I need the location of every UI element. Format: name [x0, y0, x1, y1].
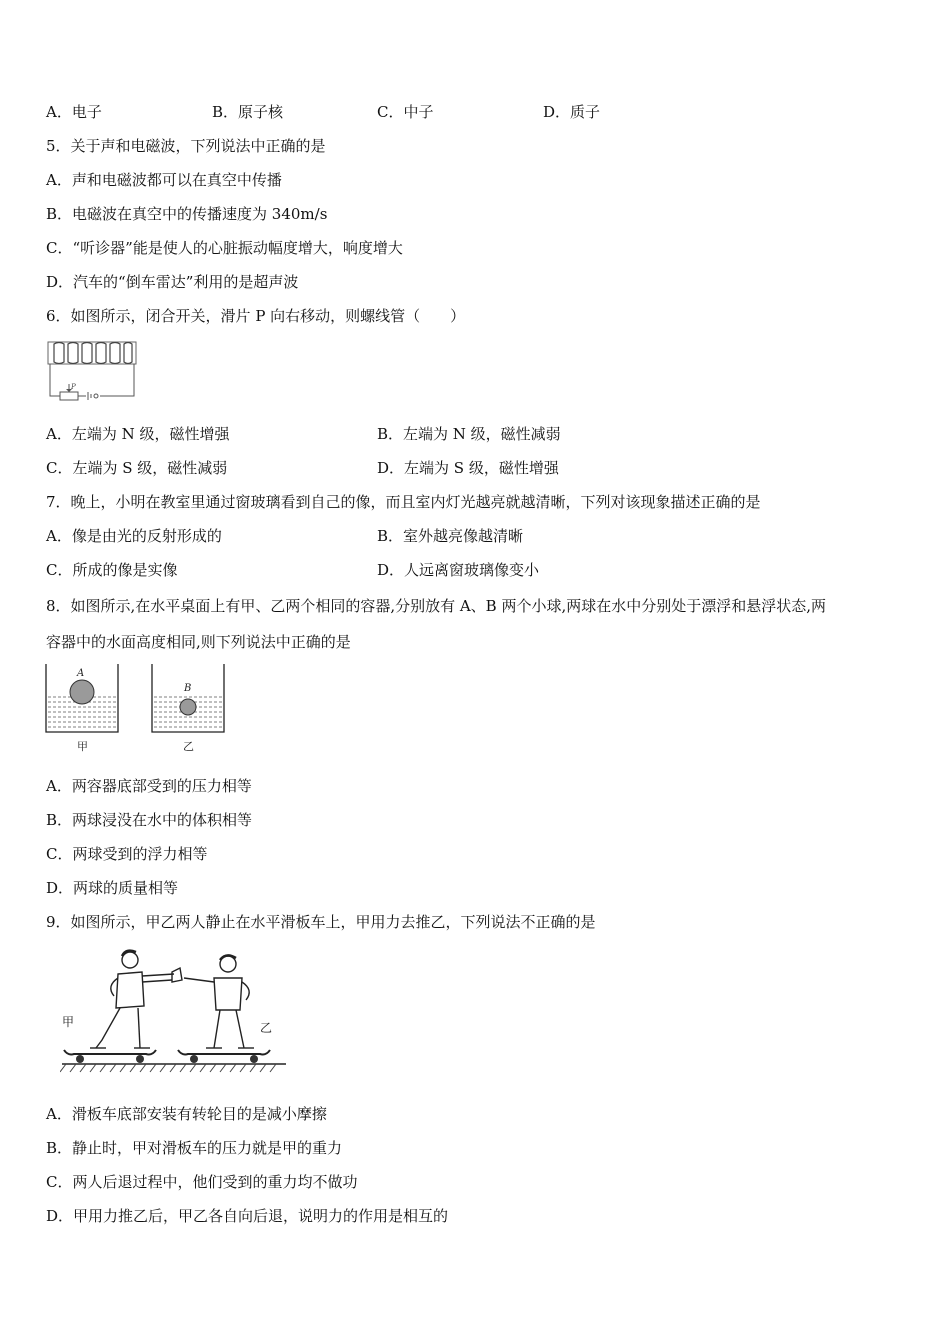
q7-stem: 7．晚上，小明在教室里通过窗玻璃看到自己的像，而且室内灯光越亮就越清晰，下列对该现象描述正确的是 — [46, 493, 761, 511]
skateboard-right — [178, 1050, 270, 1063]
q9-option-c: C．两人后退过程中，他们受到的重力均不做功 — [46, 1173, 358, 1191]
q6-option-c: C．左端为 S 级，磁性减弱 — [46, 459, 228, 477]
ball-a-label: A — [77, 668, 85, 679]
skateboard-left — [64, 1050, 156, 1063]
q9-stem: 9．如图所示，甲乙两人静止在水平滑板车上，甲用力去推乙，下列说法不正确的是 — [46, 913, 596, 931]
q8-stem-line1: 8．如图所示,在水平桌面上有甲、乙两个相同的容器,分别放有 A、B 两个小球,两球在水中分别处于漂浮和悬浮状态,两 — [46, 597, 827, 615]
ball-a — [70, 680, 94, 704]
solenoid-circuit-figure — [44, 340, 140, 410]
q4-option-d: D．质子 — [543, 103, 601, 121]
q8-option-c: C．两球受到的浮力相等 — [46, 845, 208, 863]
q8-option-b: B．两球浸没在水中的体积相等 — [46, 811, 253, 829]
q5-option-b: B．电磁波在真空中的传播速度为 340m/s — [46, 205, 328, 223]
container-right — [152, 664, 224, 732]
q5-option-a: A．声和电磁波都可以在真空中传播 — [46, 171, 282, 189]
container-left — [46, 664, 118, 732]
slider-p-label: P — [71, 383, 76, 391]
container-left-label: 甲 — [77, 740, 88, 753]
q4-option-a: A．电子 — [46, 103, 102, 121]
q8-option-d: D．两球的质量相等 — [46, 879, 179, 897]
q9-option-a: A．滑板车底部安装有转轮目的是减小摩擦 — [46, 1105, 327, 1123]
ball-b-label: B — [184, 683, 192, 694]
q6-stem: 6．如图所示，闭合开关，滑片 P 向右移动，则螺线管（ ） — [46, 307, 466, 325]
q8-stem-line2: 容器中的水面高度相同,则下列说法中正确的是 — [46, 633, 351, 651]
ball-b — [180, 699, 196, 715]
container-right-label: 乙 — [183, 740, 194, 753]
person-right-label: 乙 — [260, 1021, 273, 1035]
q5-option-d: D．汽车的“倒车雷达”利用的是超声波 — [46, 273, 299, 291]
q6-option-d: D．左端为 S 级，磁性增强 — [377, 459, 559, 477]
q4-option-c: C．中子 — [377, 103, 434, 121]
person-yi — [184, 955, 254, 1048]
q9-option-b: B．静止时，甲对滑板车的压力就是甲的重力 — [46, 1139, 343, 1157]
person-jia — [90, 951, 174, 1048]
person-left-label: 甲 — [62, 1015, 75, 1029]
q5-stem: 5．关于声和电磁波，下列说法中正确的是 — [46, 137, 326, 155]
q7-option-b: B．室外越亮像越清晰 — [377, 527, 524, 545]
q6-option-b: B．左端为 N 级，磁性减弱 — [377, 425, 561, 443]
containers-figure — [44, 662, 230, 756]
skateboard-push-figure — [60, 944, 290, 1074]
q9-option-d: D．甲用力推乙后，甲乙各自向后退，说明力的作用是相互的 — [46, 1207, 449, 1225]
q7-option-c: C．所成的像是实像 — [46, 561, 178, 579]
q5-option-c: C．“听诊器”能是使人的心脏振动幅度增大，响度增大 — [46, 239, 403, 257]
q7-option-d: D．人远离窗玻璃像变小 — [377, 561, 540, 579]
q7-option-a: A．像是由光的反射形成的 — [46, 527, 222, 545]
q8-option-a: A．两容器底部受到的压力相等 — [46, 777, 252, 795]
q6-option-a: A．左端为 N 级，磁性增强 — [46, 425, 230, 443]
q4-option-b: B．原子核 — [212, 103, 284, 121]
